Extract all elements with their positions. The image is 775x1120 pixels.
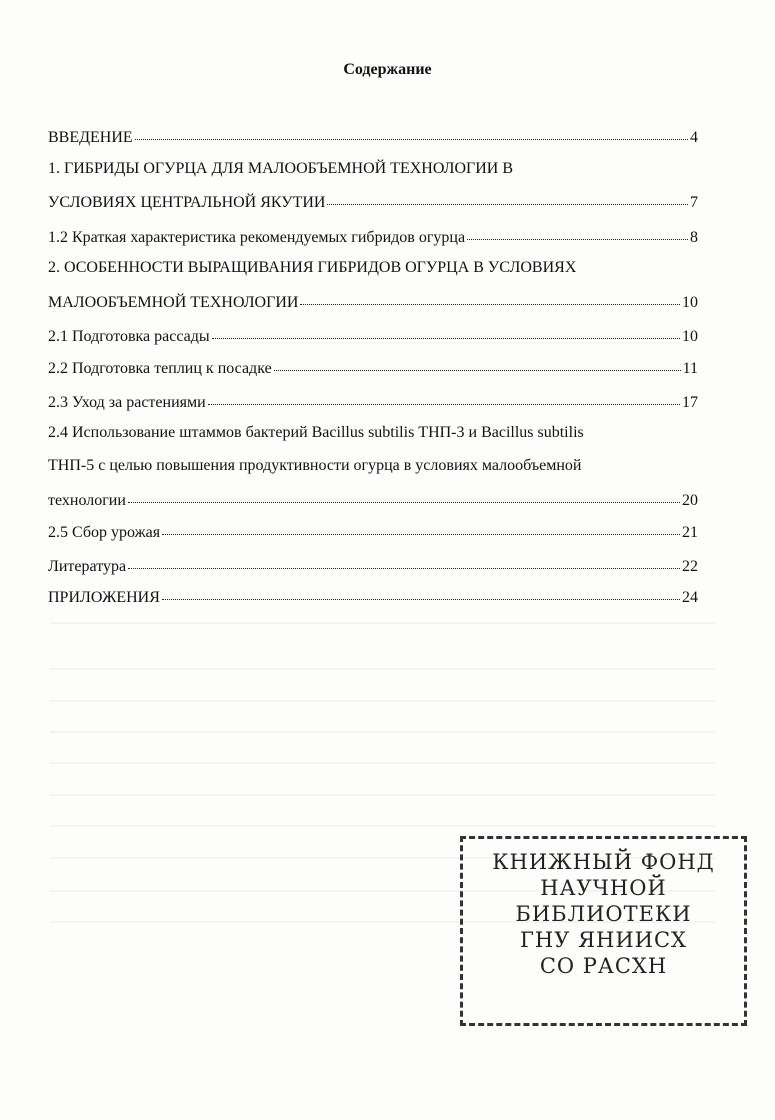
dot-leader xyxy=(162,585,680,600)
toc-entry-label: 2.1 Подготовка рассады xyxy=(48,328,210,346)
toc-page-number: 24 xyxy=(682,589,698,607)
toc-entry-section-2-3[interactable] xyxy=(48,392,698,412)
dot-leader xyxy=(300,290,680,305)
toc-leader-line xyxy=(48,127,698,147)
toc-entry-chapter-2[interactable] xyxy=(48,259,698,277)
toc-entry-section-2-4[interactable] xyxy=(48,424,698,442)
toc-entry-chapter-2-continued[interactable] xyxy=(48,292,698,312)
toc-leader-line xyxy=(48,392,698,412)
toc-entry-literature[interactable] xyxy=(48,556,698,576)
toc-entry-appendices[interactable] xyxy=(48,587,698,607)
toc-page-number: 17 xyxy=(682,394,698,412)
stamp-line: БИБЛИОТЕКИ xyxy=(515,902,692,926)
stamp-line: СО РАСХН xyxy=(539,954,668,978)
toc-entry-label: Литература xyxy=(48,558,127,576)
toc-entry-first-line: 2.4 Использование штаммов бактерий Bacillus subtilis ТНП-3 и Bacillus subtilis xyxy=(48,424,584,441)
toc-entry-label: 2.5 Сбор урожая xyxy=(48,524,161,542)
stamp-line: КНИЖНЫЙ ФОНД xyxy=(492,850,715,874)
toc-page-number: 7 xyxy=(690,194,698,212)
dot-leader xyxy=(274,356,681,371)
dot-leader xyxy=(467,225,688,240)
toc-leader-line xyxy=(48,227,698,247)
toc-leader-line xyxy=(48,556,698,576)
toc-entry-chapter-1-continued[interactable] xyxy=(48,192,698,212)
toc-entry-label: 2.3 Уход за растениями xyxy=(48,394,206,412)
toc-leader-line xyxy=(48,326,698,346)
toc-leader-line xyxy=(48,490,698,510)
dot-leader xyxy=(208,390,680,405)
toc-entry-label: 1.2 Краткая характеристика рекомендуемых гибридов огурца xyxy=(48,229,466,247)
toc-entry-section-1-2[interactable] xyxy=(48,227,698,247)
dot-leader xyxy=(128,488,680,503)
toc-entry-chapter-1[interactable] xyxy=(48,160,698,178)
toc-entry-section-2-4-line-3[interactable] xyxy=(48,490,698,510)
toc-page-number: 11 xyxy=(682,360,698,378)
toc-page-number: 20 xyxy=(682,492,698,510)
toc-entry-label: ПРИЛОЖЕНИЯ xyxy=(48,589,160,607)
library-stamp xyxy=(460,836,747,1026)
dot-leader xyxy=(212,324,680,339)
bleed-through-line xyxy=(50,794,715,796)
stamp-line: ГНУ ЯНИИСХ xyxy=(520,928,687,952)
toc-leader-line xyxy=(48,587,698,607)
toc-page-number: 10 xyxy=(682,328,698,346)
toc-entry-first-line: 1. ГИБРИДЫ ОГУРЦА ДЛЯ МАЛООБЪЕМНОЙ ТЕХНОЛОГИИ В xyxy=(48,160,514,177)
toc-leader-line xyxy=(48,292,698,312)
toc-leader-line xyxy=(48,358,698,378)
dot-leader xyxy=(162,520,680,535)
toc-entry-label: МАЛООБЪЕМНОЙ ТЕХНОЛОГИИ xyxy=(48,294,299,312)
toc-entry-first-line: 2. ОСОБЕННОСТИ ВЫРАЩИВАНИЯ ГИБРИДОВ ОГУРЦА В УСЛОВИЯХ xyxy=(48,259,577,276)
bleed-through-line xyxy=(50,668,715,670)
toc-page-number: 21 xyxy=(682,524,698,542)
dot-leader xyxy=(128,554,680,569)
page-title: Содержание xyxy=(343,61,432,78)
toc-page-number: 4 xyxy=(690,129,698,147)
bleed-through-line xyxy=(50,731,715,733)
dot-leader xyxy=(327,190,688,205)
toc-entry-section-2-5[interactable] xyxy=(48,522,698,542)
toc-leader-line xyxy=(48,192,698,212)
stamp-line: НАУЧНОЙ xyxy=(540,876,667,900)
bleed-through-line xyxy=(50,825,715,827)
toc-page-number: 8 xyxy=(690,229,698,247)
toc-entry-introduction[interactable] xyxy=(48,127,698,147)
toc-page-number: 10 xyxy=(682,294,698,312)
toc-entry-second-line: ТНП-5 с целью повышения продуктивности огурца в условиях малообъемной xyxy=(48,457,582,474)
toc-entry-section-2-4-line-2[interactable] xyxy=(48,457,698,475)
dot-leader xyxy=(135,125,688,140)
toc-entry-section-2-2[interactable] xyxy=(48,358,698,378)
toc-leader-line xyxy=(48,522,698,542)
toc-entry-section-2-1[interactable] xyxy=(48,326,698,346)
bleed-through-line xyxy=(50,762,715,764)
toc-entry-label: 2.2 Подготовка теплиц к посадке xyxy=(48,360,272,378)
toc-entry-label: ВВЕДЕНИЕ xyxy=(48,129,133,147)
bleed-through-line xyxy=(50,622,715,624)
toc-page-number: 22 xyxy=(682,558,698,576)
bleed-through-line xyxy=(50,700,715,702)
toc-entry-label: УСЛОВИЯХ ЦЕНТРАЛЬНОЙ ЯКУТИИ xyxy=(48,194,326,212)
toc-entry-label: технологии xyxy=(48,492,126,510)
